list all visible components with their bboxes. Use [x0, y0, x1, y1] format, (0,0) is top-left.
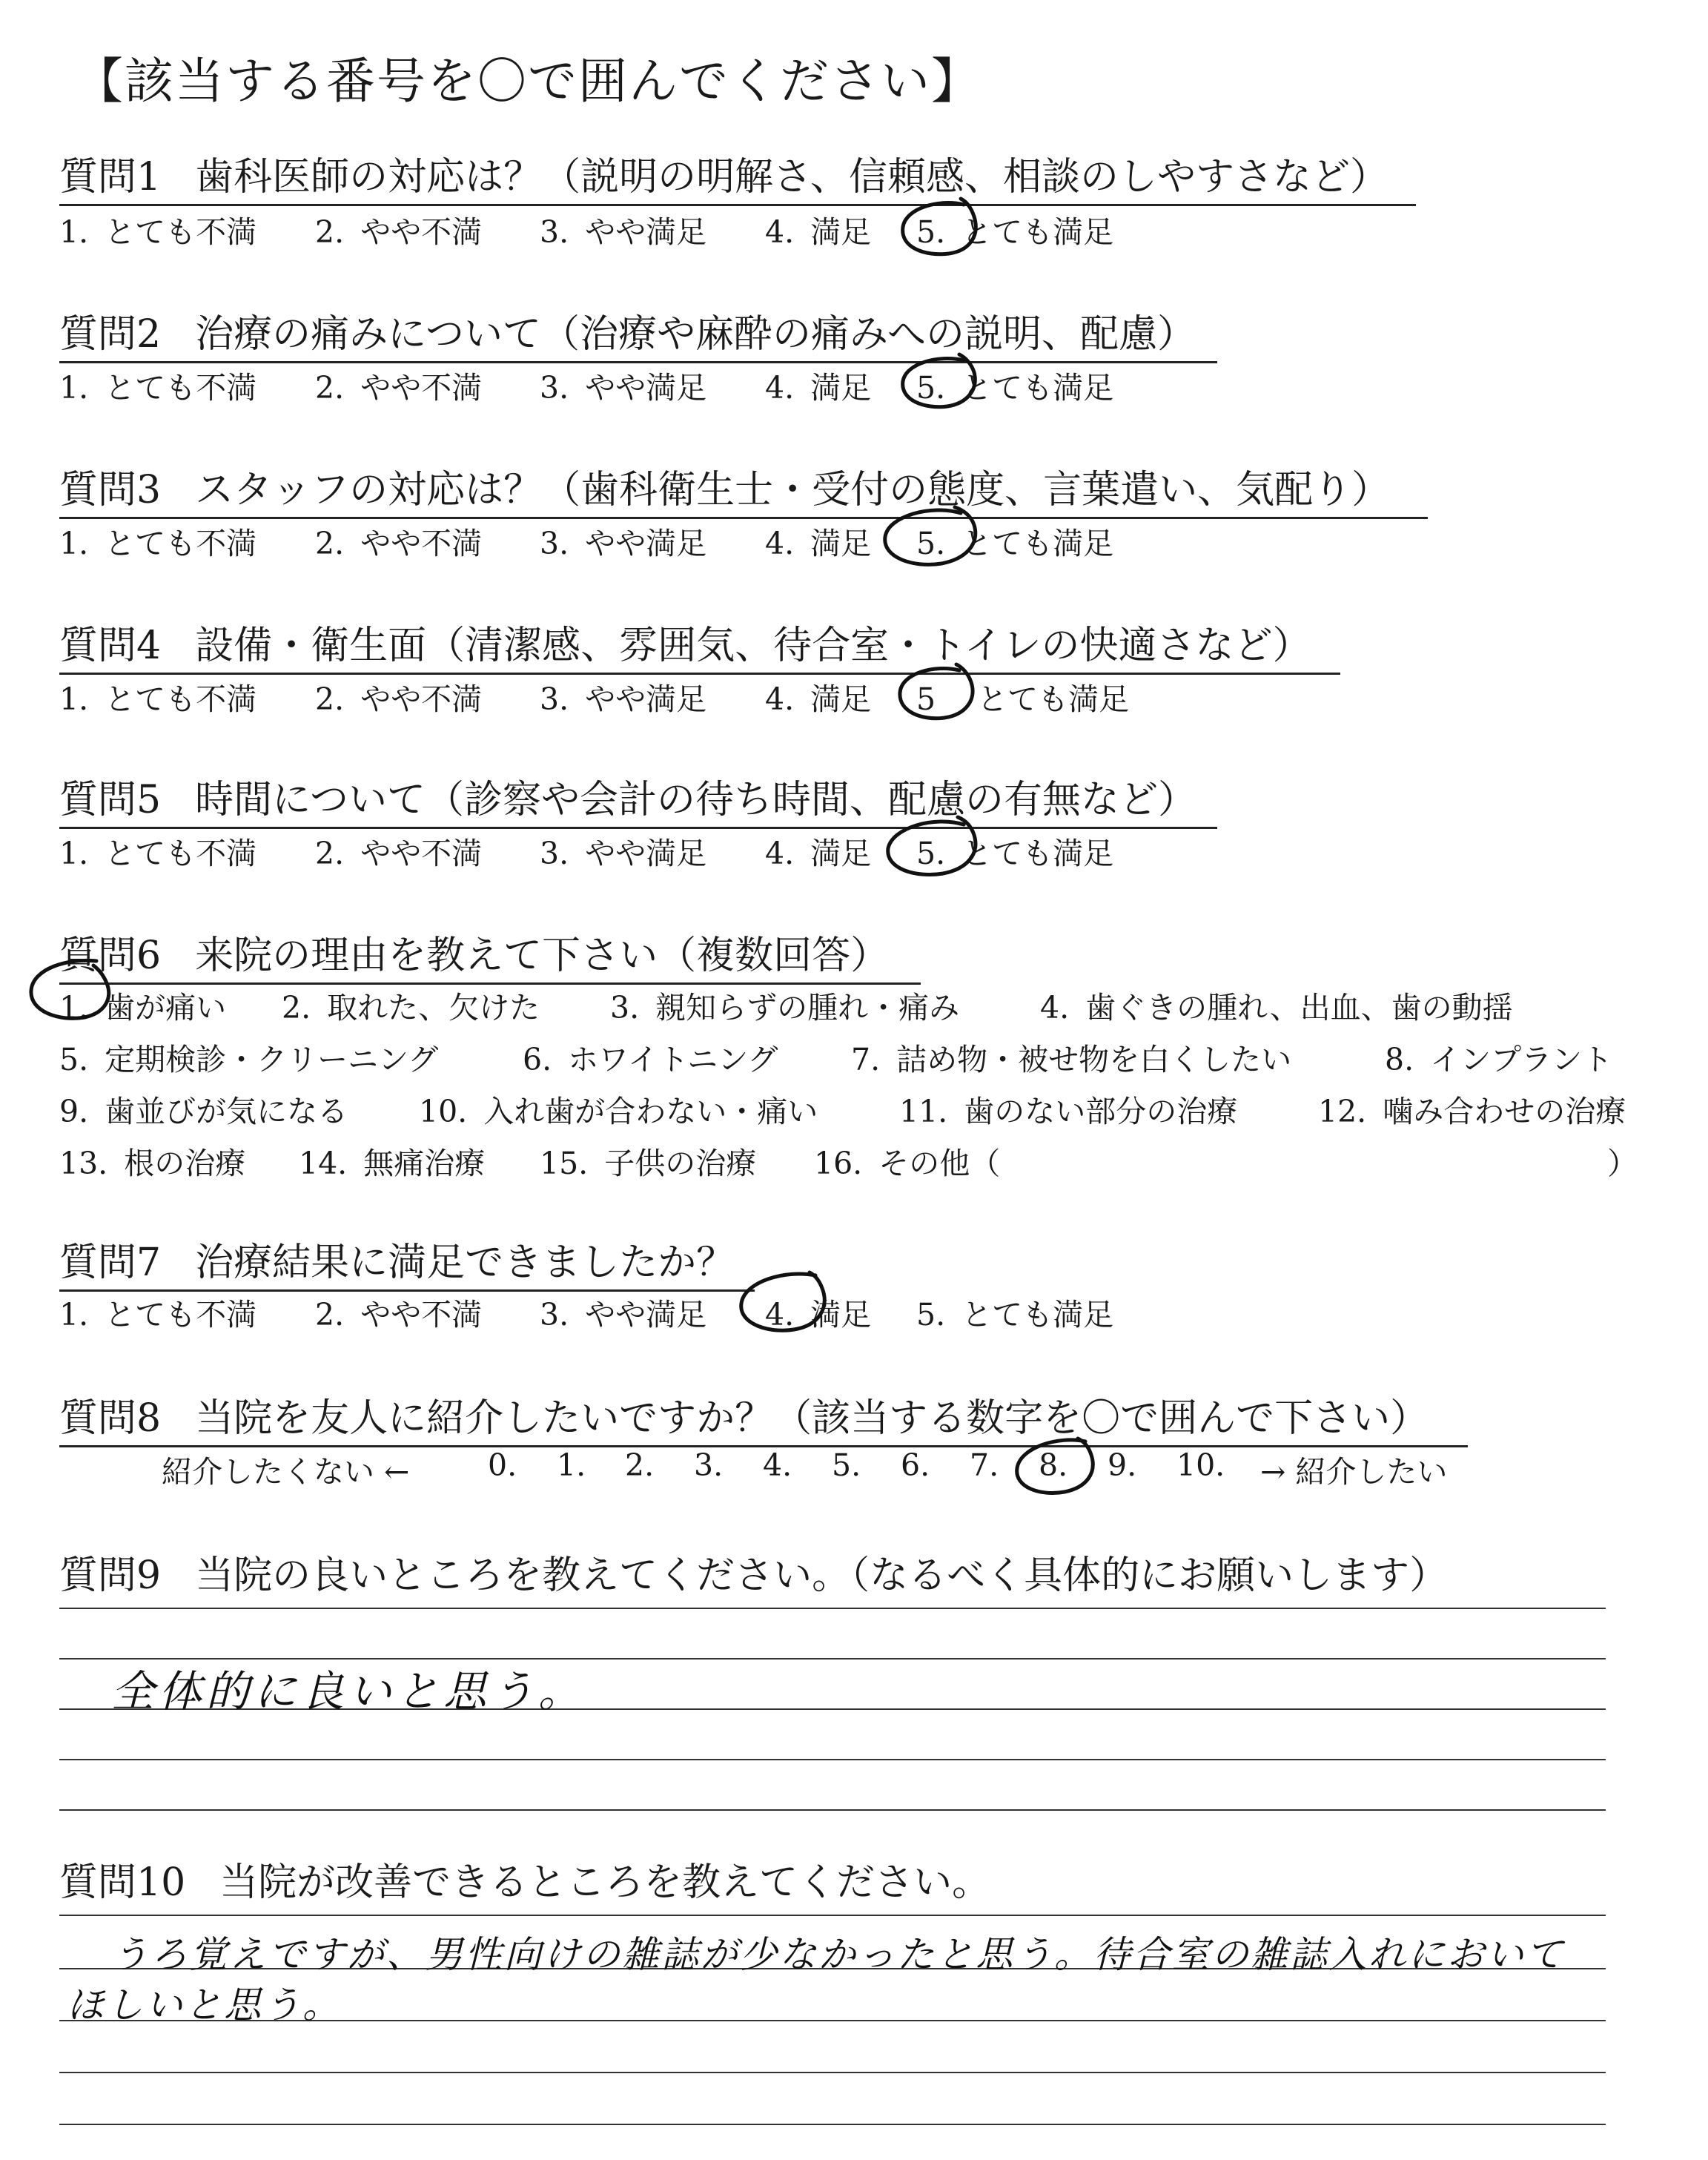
question-7-label: 質問7 — [59, 1241, 162, 1285]
question-4-text: 設備・衛生面（清潔感、雰囲気、待合室・トイレの快適さなど） — [195, 624, 1311, 668]
q8-right-label: → 紹介したい — [1260, 1454, 1448, 1490]
q10-handwritten-answer-line-2: ほしいと思う。 — [67, 1984, 342, 2027]
question-4-label: 質問4 — [59, 624, 162, 668]
q6-option-8[interactable]: 8. インプラント — [1385, 1042, 1613, 1077]
q8-option-8[interactable]: 8. — [1039, 1447, 1068, 1483]
question-1-label: 質問1 — [59, 155, 162, 199]
q7-option-1[interactable]: 1. とても不満 — [59, 1297, 257, 1332]
question-10-heading — [59, 1851, 990, 1906]
q6-row-4 — [0, 1139, 1708, 1181]
q8-option-0[interactable]: 0. — [488, 1447, 517, 1483]
q8-option-7[interactable]: 7. — [970, 1447, 999, 1483]
q9-answer-line-5[interactable] — [59, 1809, 1606, 1811]
q8-option-6[interactable]: 6. — [901, 1447, 930, 1483]
q1-option-3[interactable]: 3. やや満足 — [540, 214, 707, 250]
q3-option-1[interactable]: 1. とても不満 — [59, 526, 257, 561]
q8-option-10[interactable]: 10. — [1176, 1447, 1225, 1483]
q4-option-5[interactable]: 5 とても満足 — [916, 681, 1130, 717]
q6-option-13[interactable]: 13. 根の治療 — [59, 1146, 246, 1181]
question-6-text: 来院の理由を教えて下さい（複数回答） — [195, 934, 890, 978]
question-2-text: 治療の痛みについて（治療や麻酔の痛みへの説明、配慮） — [195, 312, 1196, 357]
q10-answer-line-1[interactable] — [59, 1915, 1606, 1916]
q5-option-4[interactable]: 4. 満足 — [765, 836, 872, 871]
question-4-heading — [59, 614, 1340, 675]
q6-row-3 — [0, 1087, 1708, 1129]
q4-option-4[interactable]: 4. 満足 — [765, 681, 872, 717]
q6-other-close-paren: ） — [1607, 1146, 1638, 1181]
q10-answer-line-5[interactable] — [59, 2124, 1606, 2125]
q3-option-5[interactable]: 5. とても満足 — [916, 526, 1114, 561]
q8-option-3[interactable]: 3. — [694, 1447, 724, 1483]
q4-option-2[interactable]: 2. やや不満 — [315, 681, 483, 717]
q9-answer-line-1[interactable] — [59, 1608, 1606, 1609]
q6-row-2 — [0, 1035, 1708, 1077]
q6-option-16[interactable]: 16. その他（ — [814, 1146, 1001, 1181]
q9-answer-line-4[interactable] — [59, 1759, 1606, 1760]
question-1-heading — [59, 145, 1416, 206]
q5-option-5[interactable]: 5. とても満足 — [916, 836, 1114, 871]
q6-option-9[interactable]: 9. 歯並びが気になる — [59, 1094, 348, 1129]
q6-option-11[interactable]: 11. 歯のない部分の治療 — [899, 1094, 1238, 1129]
q2-option-4[interactable]: 4. 満足 — [765, 370, 872, 406]
question-9-label: 質問9 — [59, 1553, 162, 1598]
q8-option-2[interactable]: 2. — [625, 1447, 655, 1483]
page-title: 【該当する番号を〇で囲んでください】 — [74, 53, 982, 110]
q2-option-2[interactable]: 2. やや不満 — [315, 370, 483, 406]
q8-left-label: 紹介したくない ← — [162, 1454, 410, 1490]
question-3-text: スタッフの対応は？（歯科衛生士・受付の態度、言葉遣い、気配り） — [195, 468, 1391, 512]
question-6-heading — [59, 924, 921, 985]
question-2-heading — [59, 303, 1217, 363]
question-6-label: 質問6 — [59, 934, 162, 978]
question-3-label: 質問3 — [59, 468, 162, 512]
q7-option-4[interactable]: 4. 満足 — [765, 1297, 872, 1332]
question-7-text: 治療結果に満足できましたか？ — [195, 1241, 735, 1285]
q3-option-4[interactable]: 4. 満足 — [765, 526, 872, 561]
question-3-heading — [59, 458, 1428, 519]
q1-option-1[interactable]: 1. とても不満 — [59, 214, 257, 250]
q1-option-4[interactable]: 4. 満足 — [765, 214, 872, 250]
q8-option-1[interactable]: 1. — [557, 1447, 586, 1483]
q1-option-2[interactable]: 2. やや不満 — [315, 214, 483, 250]
q7-option-5[interactable]: 5. とても満足 — [916, 1297, 1114, 1332]
question-1-text: 歯科医師の対応は？（説明の明解さ、信頼感、相談のしやすさなど） — [195, 155, 1389, 199]
q3-option-2[interactable]: 2. やや不満 — [315, 526, 483, 561]
question-8-label: 質問8 — [59, 1396, 162, 1441]
q6-row-1 — [0, 983, 1708, 1025]
question-7-heading — [59, 1231, 755, 1292]
q8-option-5[interactable]: 5. — [832, 1447, 861, 1483]
q5-option-2[interactable]: 2. やや不満 — [315, 836, 483, 871]
q8-option-4[interactable]: 4. — [763, 1447, 792, 1483]
question-8-scale — [0, 1447, 1708, 1490]
q2-option-1[interactable]: 1. とても不満 — [59, 370, 257, 406]
q5-option-3[interactable]: 3. やや満足 — [540, 836, 707, 871]
q6-option-1[interactable]: 1. 歯が痛い — [59, 990, 227, 1025]
q3-option-3[interactable]: 3. やや満足 — [540, 526, 707, 561]
q6-option-3[interactable]: 3. 親知らずの腫れ・痛み — [610, 990, 960, 1025]
question-2-label: 質問2 — [59, 312, 162, 357]
q6-option-14[interactable]: 14. 無痛治療 — [299, 1146, 486, 1181]
question-9-heading — [59, 1544, 1448, 1599]
q10-handwritten-answer-line-1: うろ覚えですが、男性向けの雑誌が少なかったと思う。待合室の雑誌入れにおいて — [111, 1933, 1565, 1976]
q4-option-1[interactable]: 1. とても不満 — [59, 681, 257, 717]
q6-option-15[interactable]: 15. 子供の治療 — [540, 1146, 757, 1181]
q6-option-4[interactable]: 4. 歯ぐきの腫れ、出血、歯の動揺 — [1040, 990, 1513, 1025]
question-10-label: 質問10 — [59, 1860, 186, 1905]
q7-option-3[interactable]: 3. やや満足 — [540, 1297, 707, 1332]
question-8-heading — [59, 1387, 1468, 1447]
q6-option-2[interactable]: 2. 取れた、欠けた — [282, 990, 540, 1025]
question-10-text: 当院が改善できるところを教えてください。 — [219, 1860, 991, 1905]
q2-option-5[interactable]: 5. とても満足 — [916, 370, 1114, 406]
q6-option-7[interactable]: 7. 詰め物・被せ物を白くしたい — [851, 1042, 1292, 1077]
question-9-text: 当院の良いところを教えてください。（なるべく具体的にお願いします） — [195, 1553, 1449, 1598]
q6-option-10[interactable]: 10. 入れ歯が合わない・痛い — [419, 1094, 818, 1129]
q1-option-5[interactable]: 5. とても満足 — [916, 214, 1114, 250]
question-8-text: 当院を友人に紹介したいですか？（該当する数字を〇で囲んで下さい） — [195, 1396, 1429, 1441]
q5-option-1[interactable]: 1. とても不満 — [59, 836, 257, 871]
q7-option-2[interactable]: 2. やや不満 — [315, 1297, 483, 1332]
q9-handwritten-answer: 全体的に良いと思う。 — [111, 1666, 586, 1717]
q6-option-6[interactable]: 6. ホワイトニング — [523, 1042, 778, 1077]
q8-option-9[interactable]: 9. — [1108, 1447, 1137, 1483]
q6-option-12[interactable]: 12. 噛み合わせの治療 — [1318, 1094, 1626, 1129]
q10-answer-line-4[interactable] — [59, 2072, 1606, 2073]
q4-option-3[interactable]: 3. やや満足 — [540, 681, 707, 717]
question-5-heading — [59, 768, 1217, 829]
question-5-text: 時間について（診察や会計の待ち時間、配慮の有無など） — [195, 778, 1197, 822]
q6-option-5[interactable]: 5. 定期検診・クリーニング — [59, 1042, 439, 1077]
q2-option-3[interactable]: 3. やや満足 — [540, 370, 707, 406]
question-5-label: 質問5 — [59, 778, 162, 822]
